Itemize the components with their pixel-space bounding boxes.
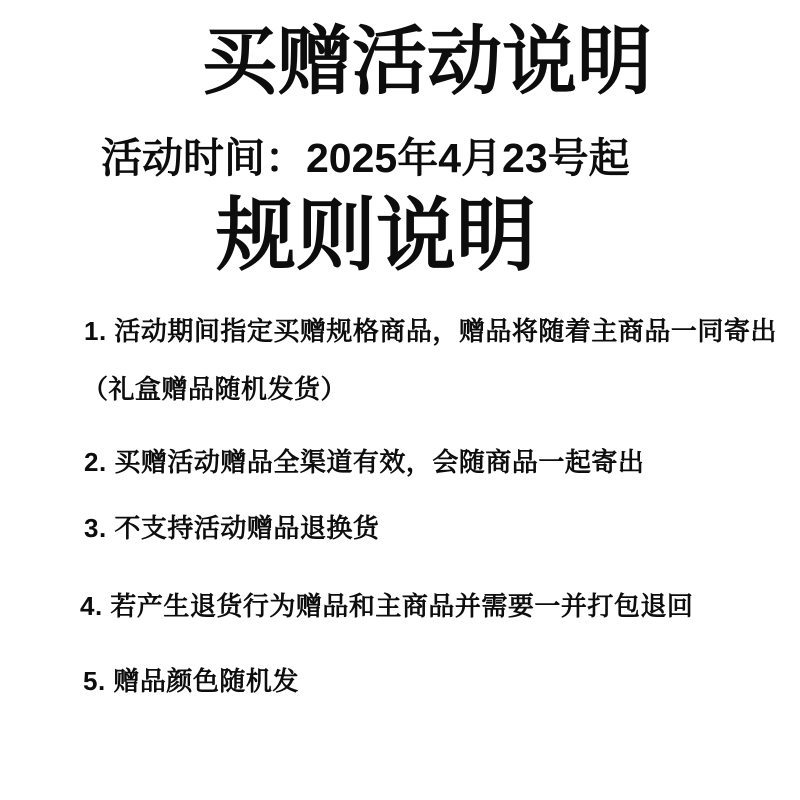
rules-heading: 规则说明 bbox=[216, 191, 536, 280]
activity-time-value: 2025年4月23号起 bbox=[306, 135, 630, 181]
rule-item-5: 5. 赠品颜色随机发 bbox=[83, 666, 299, 696]
rule-item-1-note: （礼盒赠品随机发货） bbox=[82, 374, 348, 404]
rule-item-4: 4. 若产生退货行为赠品和主商品并需要一并打包退回 bbox=[80, 591, 694, 621]
rule-item-1: 1. 活动期间指定买赠规格商品，赠品将随着主商品一同寄出 bbox=[84, 316, 777, 346]
rule-item-3: 3. 不支持活动赠品退换货 bbox=[84, 513, 380, 543]
activity-time-line bbox=[101, 136, 630, 181]
activity-time-label: 活动时间： bbox=[101, 135, 306, 181]
page-title: 买赠活动说明 bbox=[202, 19, 653, 103]
rule-item-2: 2. 买赠活动赠品全渠道有效，会随商品一起寄出 bbox=[84, 447, 645, 477]
